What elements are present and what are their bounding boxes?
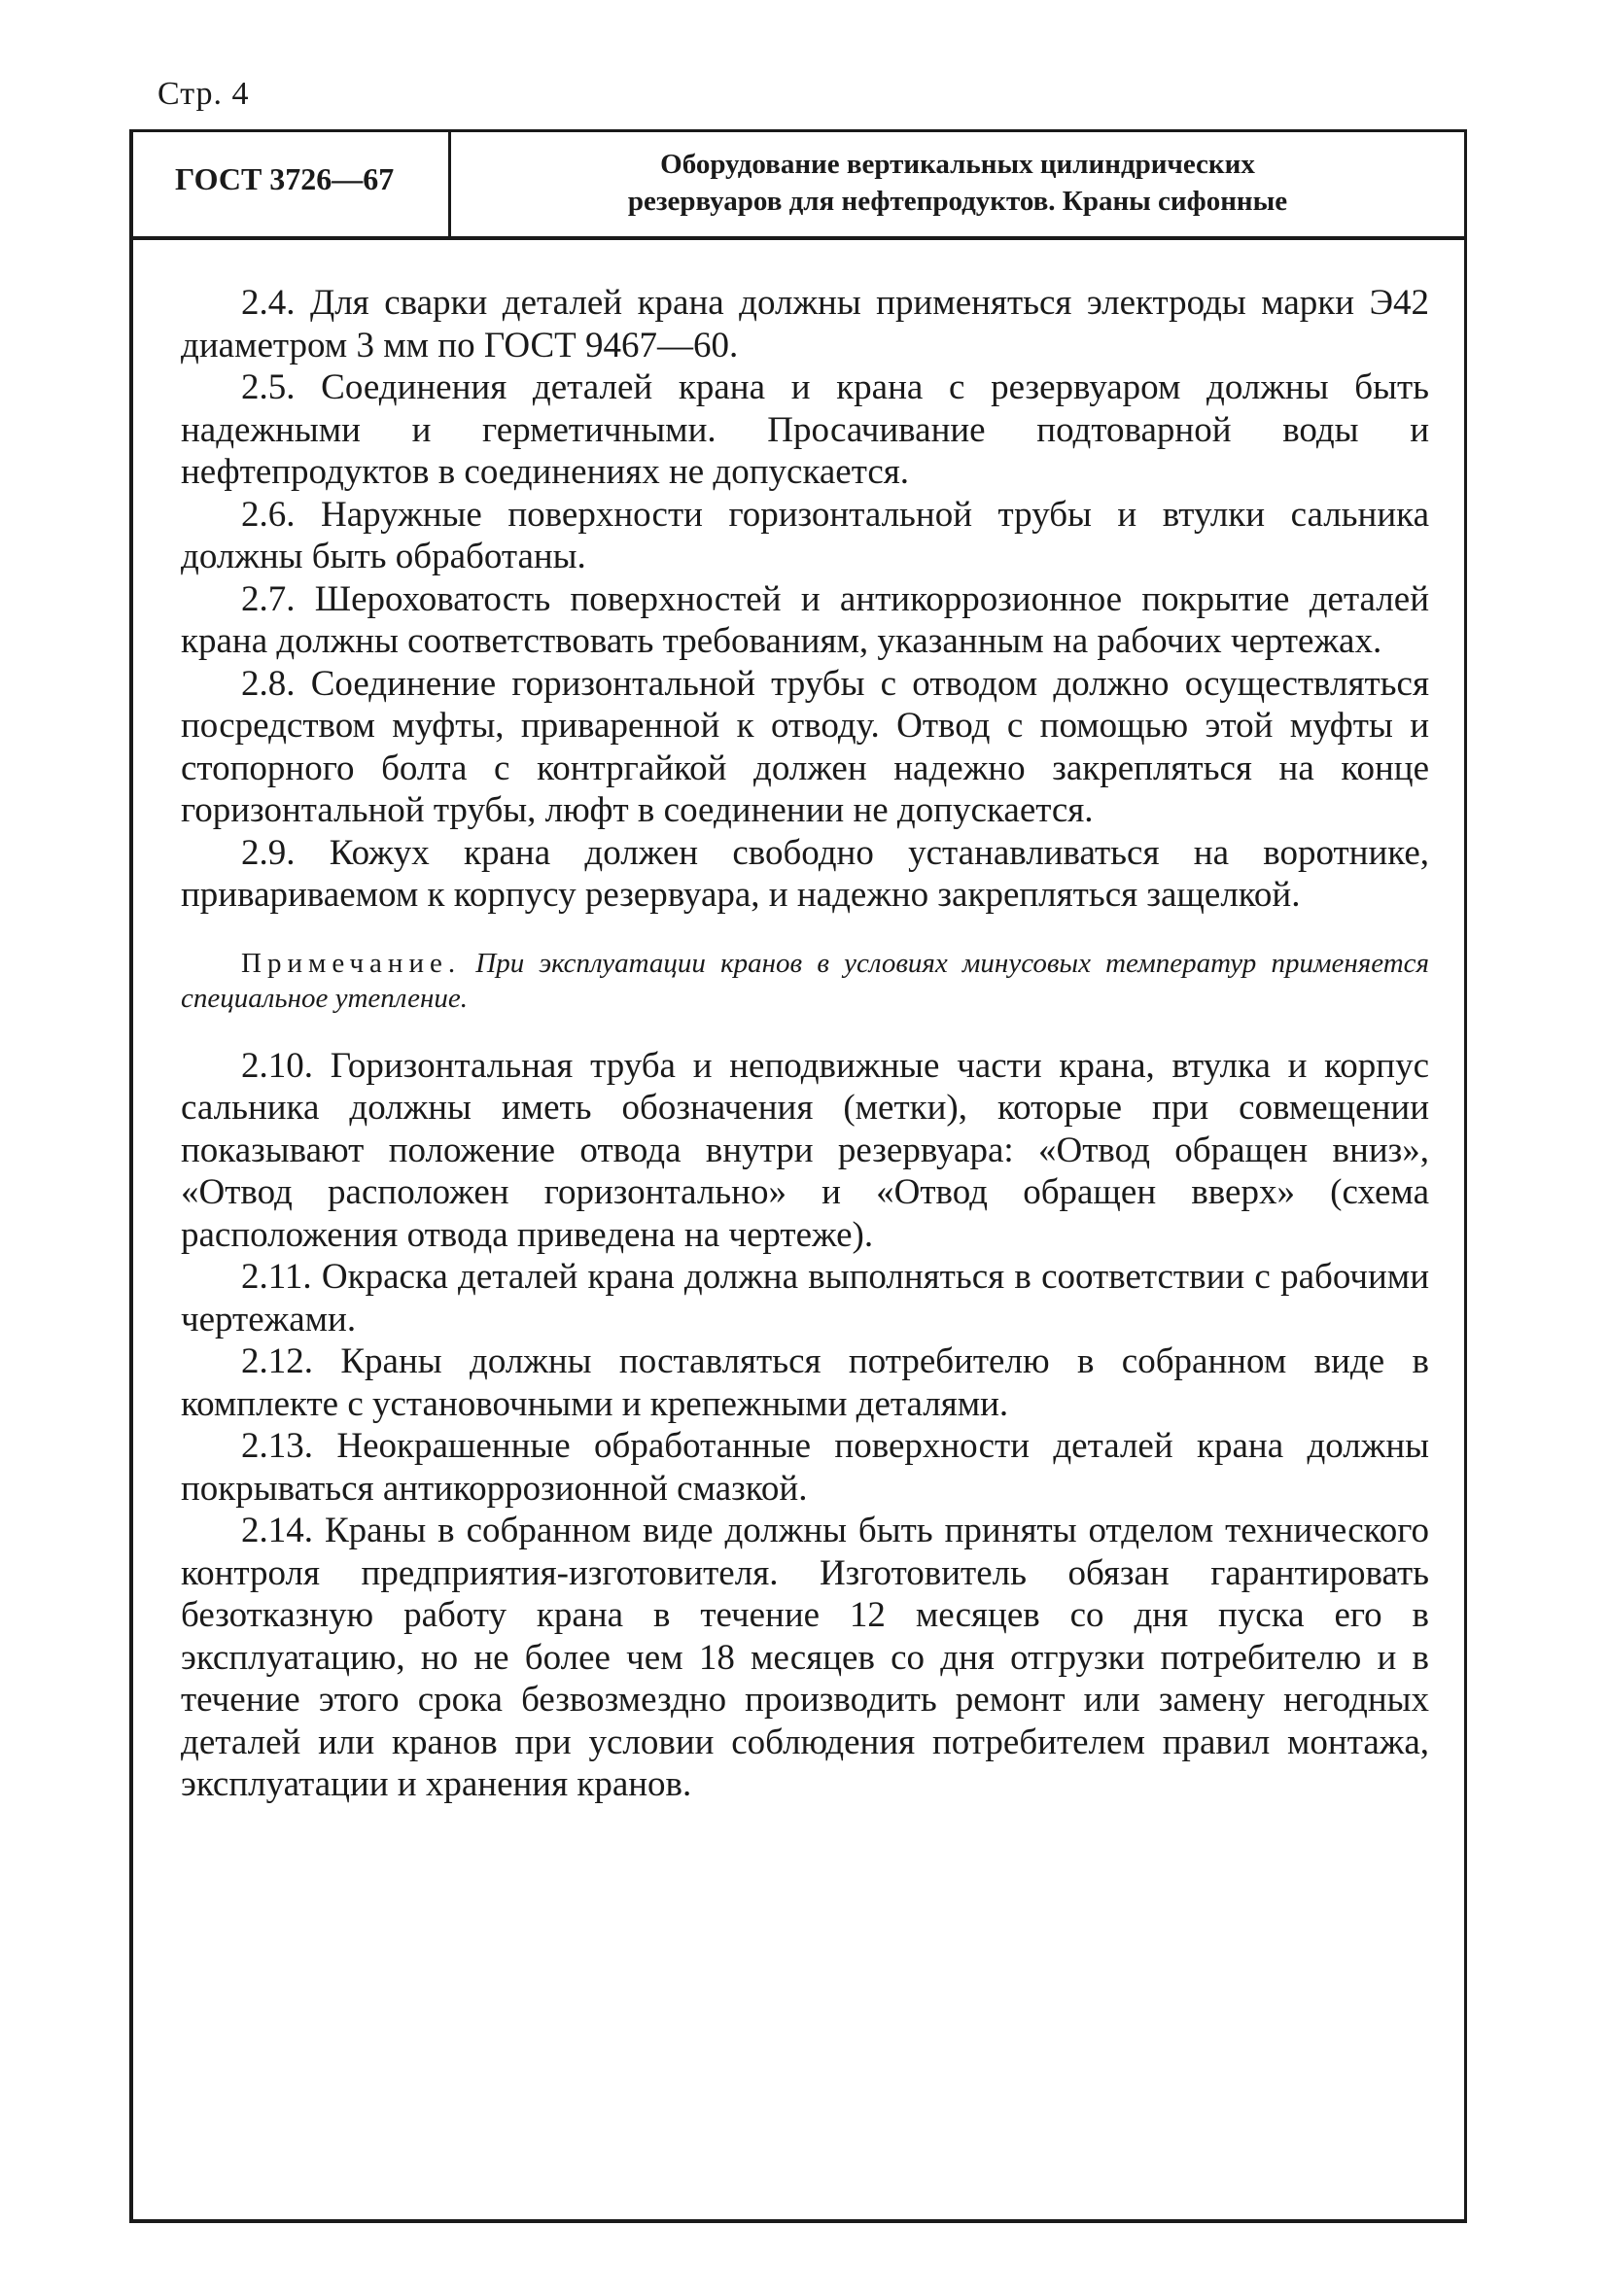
page-number: Стр. 4 [157, 76, 250, 112]
gost-code: ГОСТ 3726—67 [175, 161, 395, 196]
header-divider [448, 132, 451, 236]
paragraph-2-9: 2.9. Кожух крана должен свободно устанавливаться на воротнике, привариваемом к корпусу резервуара, и надежно закрепляться защелкой. [181, 832, 1429, 915]
note-label: Примечание. [241, 947, 462, 979]
paragraph-2-7: 2.7. Шероховатость поверхностей и антикоррозионное покрытие деталей крана должны соответствовать требованиям, указанным на рабочих чертежах. [181, 578, 1429, 661]
header-rule [133, 236, 1464, 240]
paragraph-2-6: 2.6. Наружные поверхности горизонтальной трубы и втулки сальника должны быть обработаны. [181, 494, 1429, 576]
document-body [181, 282, 1429, 1806]
paragraph-2-12: 2.12. Краны должны поставляться потребителю в собранном виде в комплекте с установочными и крепежными деталями. [181, 1341, 1429, 1424]
paragraph-2-5: 2.5. Соединения деталей крана и крана с резервуаром должны быть надежными и герметичными. Просачивание подтоварной воды и нефтепродуктов в соединениях не допускается. [181, 367, 1429, 492]
paragraph-2-4: 2.4. Для сварки деталей крана должны применяться электроды марки Э42 диаметром 3 мм по ГОСТ 9467—60. [181, 283, 1429, 365]
header-title-line-2: резервуаров для нефтепродуктов. Краны сифонные [627, 186, 1288, 217]
paragraph-2-10: 2.10. Горизонтальная труба и неподвижные части крана, втулка и корпус сальника должны иметь обозначения (метки), которые при совмещении показывают положение отвода внутри резервуара: «Отвод обращен вниз», «Отвод расположен горизонтально» и «Отвод обращен вверх» (схема расположения отвода приведена на чертеже). [181, 1045, 1429, 1255]
header-title [506, 146, 1410, 220]
header-title-line-1: Оборудование вертикальных цилиндрических [660, 149, 1255, 180]
paragraph-2-13: 2.13. Неокрашенные обработанные поверхности деталей крана должны покрываться антикоррозионной смазкой. [181, 1426, 1429, 1509]
paragraph-2-8: 2.8. Соединение горизонтальной трубы с отводом должно осуществляться посредством муфты, приваренной к отводу. Отвод с помощью этой муфты и стопорного болта с контргайкой должен надежно закрепляться на конце горизонтальной трубы, люфт в соединении не допускается. [181, 663, 1429, 830]
paragraph-2-14: 2.14. Краны в собранном виде должны быть приняты отделом технического контроля предприятия-изготовителя. Изготовитель обязан гарантировать безотказную работу крана в течение 12 месяцев со дня пуска его в эксплуатацию, но не более чем 18 месяцев со дня отгрузки потребителю и в течение этого срока безвозмездно производить ремонт или замену негодных деталей или кранов при условии соблюдения потребителем правил монтажа, эксплуатации и хранения кранов. [181, 1511, 1429, 1804]
note-text: При эксплуатации кранов в условиях минусовых температур применяется специальное утепление. [181, 947, 1429, 1014]
note [181, 946, 1429, 1016]
paragraph-2-11: 2.11. Окраска деталей крана должна выполняться в соответствии с рабочими чертежами. [181, 1257, 1429, 1339]
